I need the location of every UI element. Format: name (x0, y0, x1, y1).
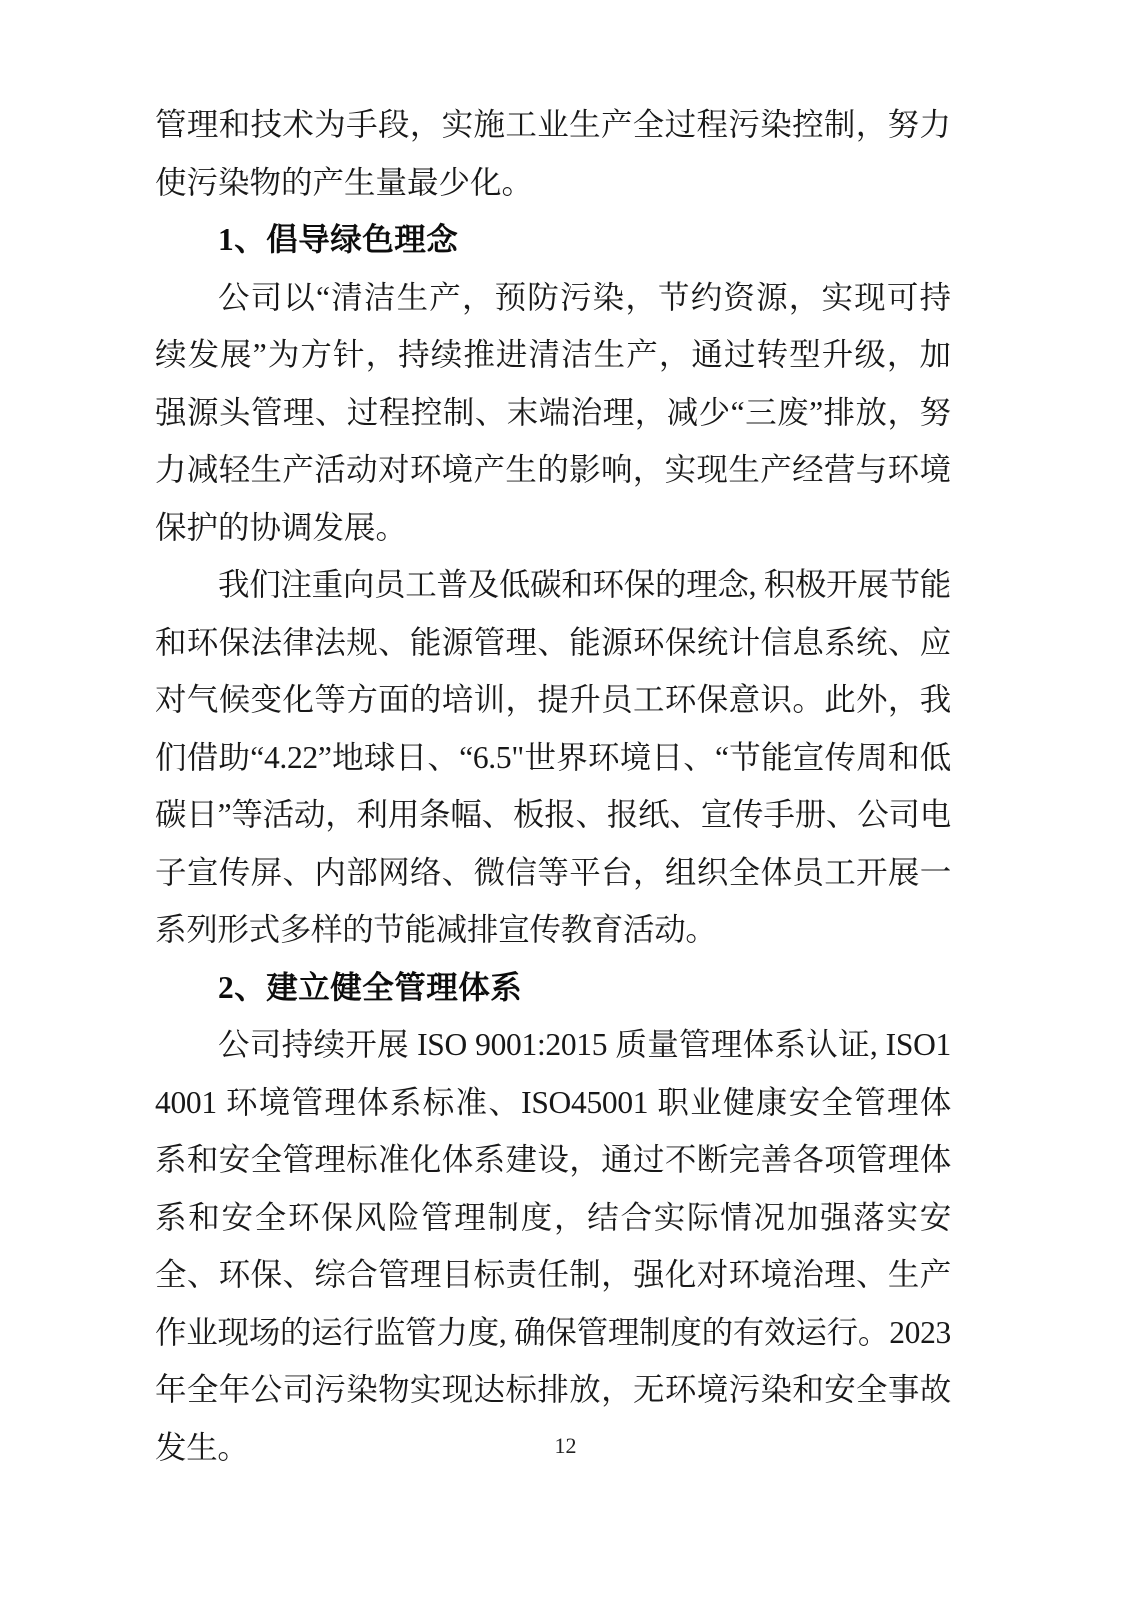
paragraph-management-system: 公司持续开展 ISO 9001:2015 质量管理体系认证, ISO14001 环境管理体系标准、ISO45001 职业健康安全管理体系和安全管理标准化体系建设，通过不断完善各项管理体系和安全环保风险管理制度，结合实际情况加强落实安全、环保、综合管理目标责任制，强化对环境治理、生产作业现场的运行监管力度, 确保管理制度的有效运行。2023年全年公司污染物实现达标排放，无环境污染和安全事故发生。 (155, 1027, 951, 1465)
paragraph-continuation: 管理和技术为手段，实施工业生产全过程污染控制，努力使污染物的产生量最少化。 (155, 107, 951, 200)
paragraph-employee-training: 我们注重向员工普及低碳和环保的理念, 积极开展节能和环保法律法规、能源管理、能源环保统计信息系统、应对气候变化等方面的培训，提升员工环保意识。此外，我们借助“4.22”地球日、“6.5"世界环境日、“节能宣传周和低碳日”等活动，利用条幅、板报、报纸、宣传手册、公司电子宣传屏、内部网络、微信等平台，组织全体员工开展一系列形式多样的节能减排宣传教育活动。 (155, 567, 951, 947)
section-heading-1: 1、倡导绿色理念 (218, 222, 459, 257)
section-heading-2: 2、建立健全管理体系 (218, 969, 523, 1005)
paragraph-green-concept: 公司以“清洁生产，预防污染，节约资源，实现可持续发展”为方针，持续推进清洁生产，通过转型升级，加强源头管理、过程控制、末端治理，减少“三废”排放，努力减轻生产活动对环境产生的影响，实现生产经营与环境保护的协调发展。 (155, 279, 951, 545)
page-body (155, 96, 951, 1476)
page-number: 12 (554, 1433, 577, 1458)
